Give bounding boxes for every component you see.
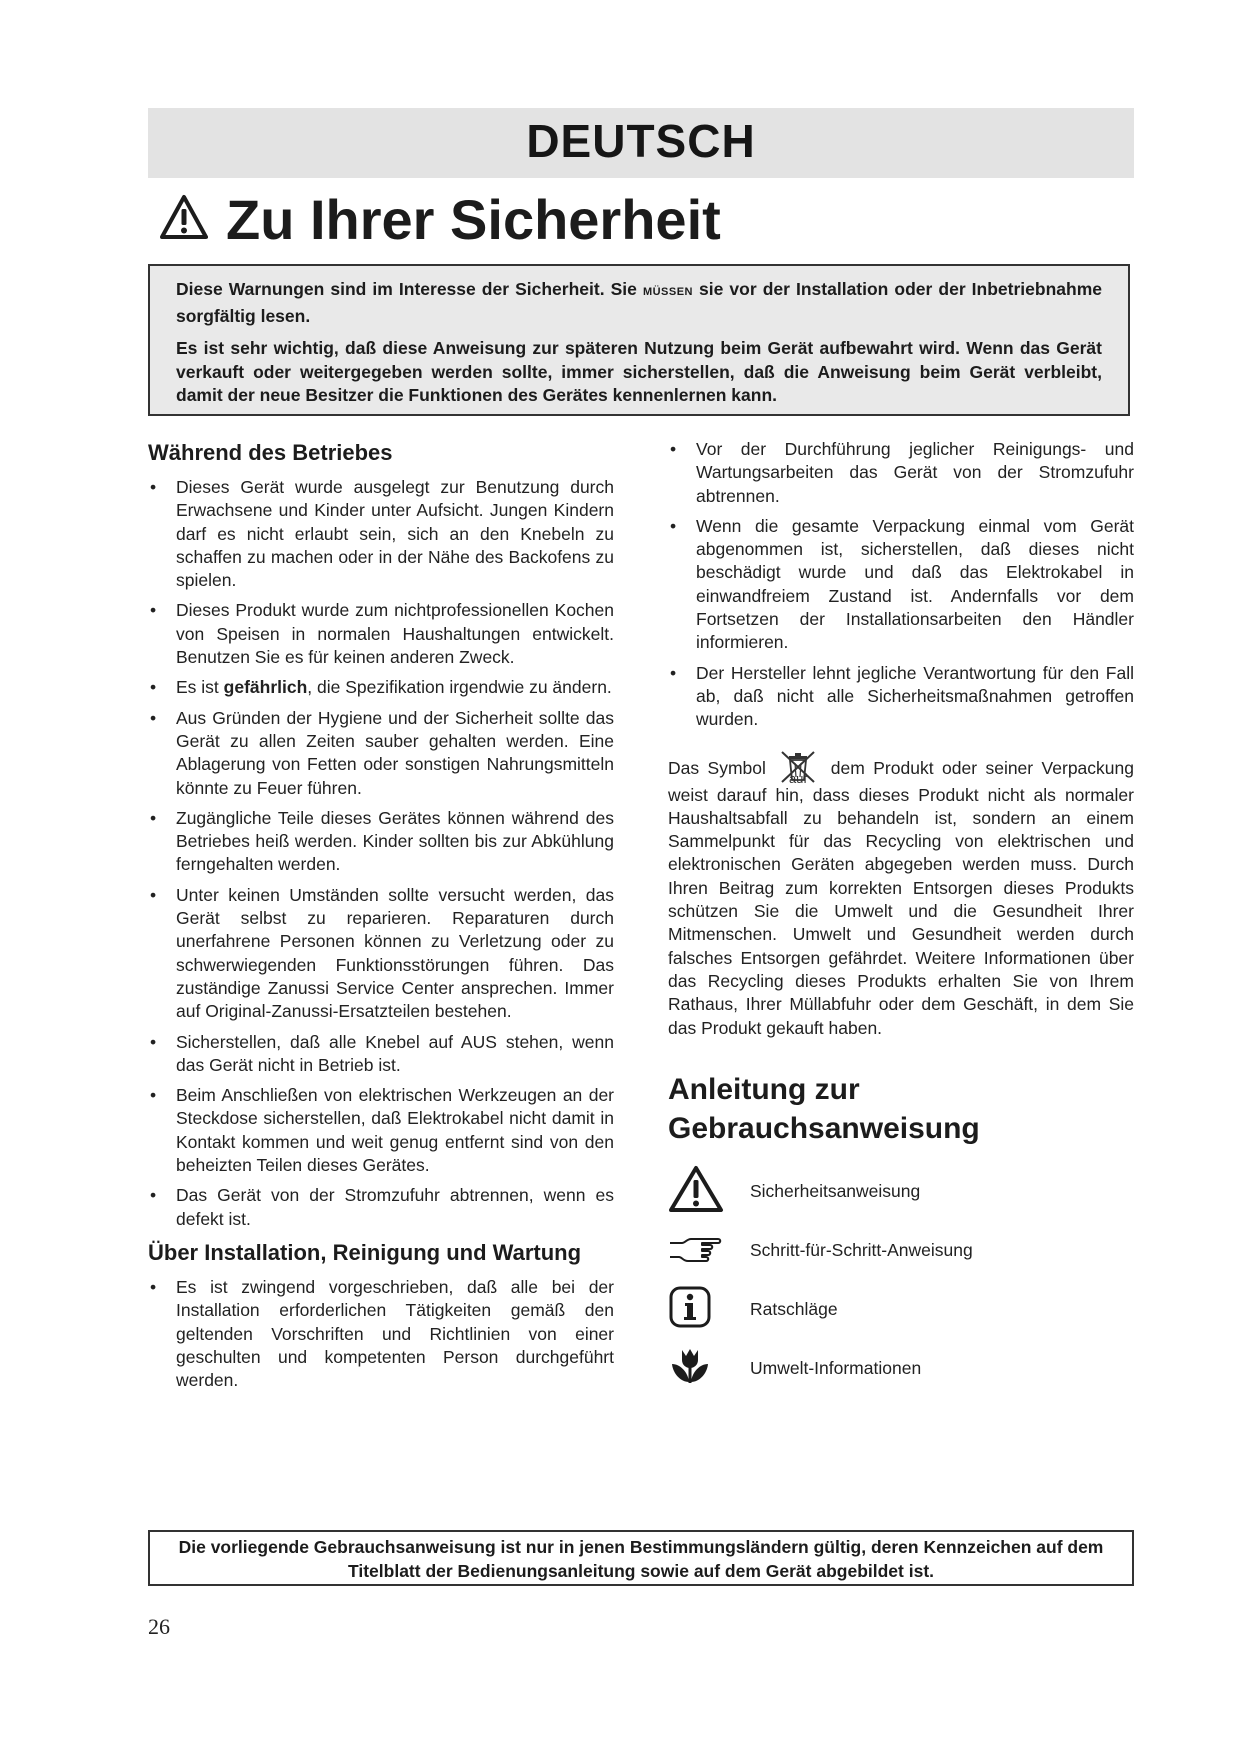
legend-label: Ratschläge xyxy=(750,1298,838,1319)
list-item: • Unter keinen Umständen sollte versucht werden, das Gerät selbst zu reparieren. Reparaturen durch unerfahrene Personen können zu Verletzung oder zu schwerwiegenden Funktionsstörungen führen. Das zuständige Zanussi Service Center ansprechen. Immer auf Original-Zanussi-Ersatzteilen bestehen. xyxy=(148,884,614,1024)
legend-row-safety xyxy=(668,1162,1134,1221)
legend-row-environment xyxy=(668,1339,1134,1398)
guide-heading: Anleitung zur Gebrauchsanweisung xyxy=(668,1072,980,1145)
legend-label: Umwelt-Informationen xyxy=(750,1357,922,1378)
validity-notice: Die vorliegende Gebrauchsanweisung ist nur in jenen Bestimmungsländern gültig, deren Kennzeichen auf dem Titelblatt der Bedienungsanleitung sowie auf dem Gerät abgebildet ist. xyxy=(148,1530,1134,1586)
list-item: • Vor der Durchführung jeglicher Reinigungs- und Wartungsarbeiten das Gerät von der Stromzufuhr abtrennen. xyxy=(668,438,1134,508)
legend-row-step xyxy=(668,1221,1134,1280)
pointing-hand-icon xyxy=(668,1233,722,1268)
recycling-paragraph: Das Symbol auf dem Produkt oder seiner Verpackung weist darauf hin, dass dieses Produkt nicht als normaler Haushaltsabfall zu behandeln ist, sondern an einem Sammelpunkt für das Recycling von elektrischen und elektronischen Geräten abgegeben werden muss. Durch Ihren Beitrag zum korrekten Entsorgen dieses Produkts schützen Sie die Umwelt und die Gesundheit Ihrer Mitmenschen. Umwelt und Gesundheit werden durch falsches Entsorgen gefährdet. Weitere Informationen über das Recycling dieses Produkts erhalten Sie von Ihrem Rathaus, Ihrer Müllabfuhr oder dem Geschäft, in dem Sie das Produkt gekauft haben. xyxy=(668,750,1134,1040)
svg-text:auf: auf xyxy=(789,770,808,784)
section-heading-installation: Über Installation, Reinigung und Wartung xyxy=(148,1239,582,1265)
language-band xyxy=(148,108,1134,178)
list-item: • Zugängliche Teile dieses Gerätes können während des Betriebes heiß werden. Kinder sollten bis zur Abkühlung ferngehalten werden. xyxy=(148,807,614,877)
tulip-icon xyxy=(668,1346,712,1391)
language-title: DEUTSCH xyxy=(526,115,756,167)
page-title: Zu Ihrer Sicherheit xyxy=(226,187,721,251)
warning-paragraph-1: Diese Warnungen sind im Interesse der Sicherheit. Sie MÜSSEN sie vor der Installation oder der Inbetriebnahme sorgfältig lesen. xyxy=(176,279,1102,326)
right-column xyxy=(668,438,1134,1398)
legend-row-tips xyxy=(668,1280,1134,1339)
page-number: 26 xyxy=(148,1614,170,1639)
page-heading xyxy=(160,186,721,252)
operation-list xyxy=(148,476,614,1231)
warning-paragraph-2: Es ist sehr wichtig, daß diese Anweisung zur späteren Nutzung beim Gerät aufbewahrt wird. Wenn das Gerät verkauft oder weitergegeben werden sollte, immer sicherstellen, daß die Anweisung beim Gerät verbleibt, damit der neue Besitzer die Funktionen des Gerätes kennenlernen kann. xyxy=(176,338,1102,405)
list-item: • Der Hersteller lehnt jegliche Verantwortung für den Fall ab, daß nicht alle Sicherheitsmaßnahmen getroffen wurden. xyxy=(668,662,1134,732)
emphasis-dangerous: gefährlich xyxy=(223,677,308,698)
list-item: • Das Gerät von der Stromzufuhr abtrennen, wenn es defekt ist. xyxy=(148,1184,614,1231)
left-column xyxy=(148,438,614,1399)
list-item: • Beim Anschließen von elektrischen Werkzeugen an der Steckdose sicherstellen, daß Elektrokabel nicht damit in Kontakt kommen und weit genug entfernt sind von den beheizten Teilen dieses Gerätes. xyxy=(148,1084,614,1177)
emphasis-muessen: MÜSSEN xyxy=(642,286,693,298)
installation-list-continued xyxy=(668,438,1134,732)
info-icon xyxy=(668,1285,712,1334)
list-item: • Wenn die gesamte Verpackung einmal vom Gerät abgenommen ist, sicherstellen, daß dieses nicht beschädigt wurde und daß das Elektrokabel in einwandfreiem Zustand ist. Andernfalls vor dem Fortsetzen der Installationsarbeiten den Händler informieren. xyxy=(668,515,1134,655)
list-item: • Sicherstellen, daß alle Knebel auf AUS stehen, wenn das Gerät nicht in Betrieb ist. xyxy=(148,1031,614,1078)
list-item: • Es ist gefährlich, die Spezifikation irgendwie zu ändern. xyxy=(148,676,614,699)
legend-label: Sicherheitsanweisung xyxy=(750,1180,921,1201)
symbol-legend xyxy=(668,1162,1134,1398)
list-item: • Dieses Produkt wurde zum nichtprofessionellen Kochen von Speisen in normalen Haushaltungen entwickelt. Benutzen Sie es für keinen anderen Zweck. xyxy=(148,599,614,669)
warning-triangle-icon xyxy=(160,194,208,245)
safety-warning-box xyxy=(148,264,1130,416)
warning-triangle-icon xyxy=(668,1165,724,1218)
crossed-bin-icon xyxy=(776,750,820,784)
list-item: • Es ist zwingend vorgeschrieben, daß alle bei der Installation erforderlichen Tätigkeiten gemäß den geltenden Vorschriften und Richtlinien von einer geschulten und kompetenten Person durchgeführt werden. xyxy=(148,1276,614,1392)
list-item: • Dieses Gerät wurde ausgelegt zur Benutzung durch Erwachsene und Kinder unter Aufsicht. Jungen Kindern darf es nicht erlaubt sein, sich an den Knebeln zu schaffen zu machen oder in der Nähe des Backofens zu spielen. xyxy=(148,476,614,592)
legend-label: Schritt-für-Schritt-Anweisung xyxy=(750,1239,973,1260)
installation-list xyxy=(148,1276,614,1392)
list-item: • Aus Gründen der Hygiene und der Sicherheit sollte das Gerät zu allen Zeiten sauber gehalten werden. Eine Ablagerung von Fetten oder sonstigen Nahrungsmitteln könnte zu Feuer führen. xyxy=(148,707,614,800)
section-heading-operation: Während des Betriebes xyxy=(148,440,393,465)
